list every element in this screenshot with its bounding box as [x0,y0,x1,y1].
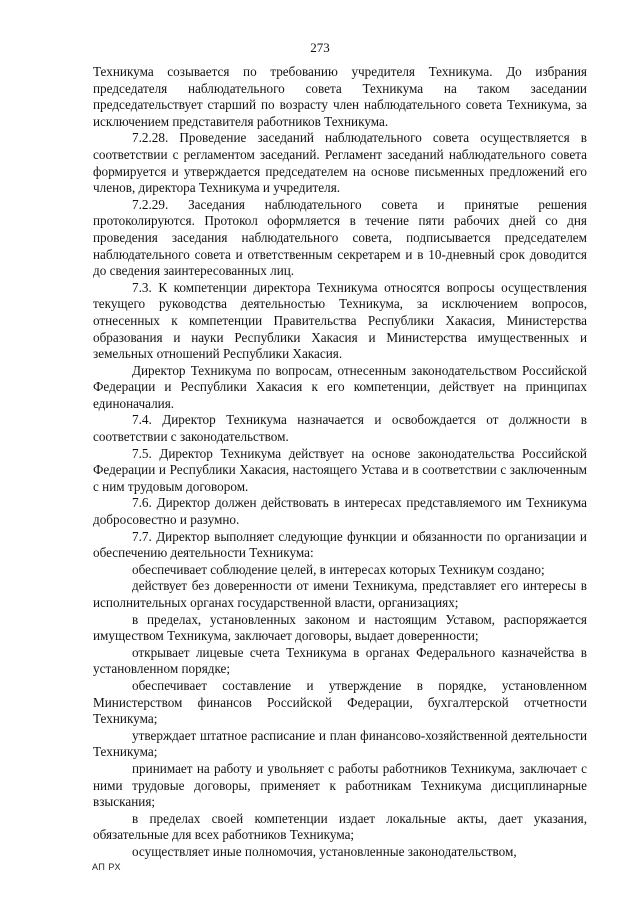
list-item-duty: обеспечивает соблюдение целей, в интересах которых Техникум создано; [132,561,545,577]
page-number: 273 [310,40,330,55]
list-item-duty: в пределах, установленных законом и настоящим Уставом, распоряжается имуществом Техникума, заключает договоры, выдает доверенности; [93,611,587,644]
paragraph-7-6: 7.6. Директор должен действовать в интересах представляемого им Техникума добросовестно и разумно. [93,495,587,528]
list-item-duty: принимает на работу и увольняет с работы работников Техникума, заключает с ними трудовые договоры, применяет к работникам Техникума дисциплинарные взыскания; [93,760,587,810]
list-item-duty: в пределах своей компетенции издает локальные акты, дает указания, обязательные для всех работников Техникума; [93,810,587,843]
paragraph-7-2-29: 7.2.29. Заседания наблюдательного совета и принятые решения протоколируются. Протокол оформляется в течение пяти рабочих дней со дня проведения заседания наблюдательного совета, подписывается председателем наблюдательного совета и ответственным секретарем и в 10-дневный срок доводится до сведения заинтересованных лиц. [93,196,587,279]
list-item-duty: утверждает штатное расписание и план финансово-хозяйственной деятельности Техникума; [93,727,587,760]
paragraph-7-2-28: 7.2.28. Проведение заседаний наблюдательного совета осуществляется в соответствии с регламентом заседаний. Регламент заседаний наблюдательного совета формируется и утверждается председателем на основе письменных предложений его членов, директора Техникума и учредителя. [93,130,587,196]
list-item-duty: открывает лицевые счета Техникума в органах Федерального казначейства в установленном порядке; [93,644,587,677]
paragraph-7-4: 7.4. Директор Техникума назначается и освобождается от должности в соответствии с законодательством. [93,412,587,445]
paragraph-7-3: 7.3. К компетенции директора Техникума относятся вопросы осуществления текущего руководства деятельностью Техникума, за исключением вопросов, отнесенных к компетенции Правительства Республики Хакасия, Министерства образования и науки Республики Хакасия и Министерства имущественных и земельных отношений Республики Хакасия. [93,279,587,362]
paragraph-7-5: 7.5. Директор Техникума действует на основе законодательства Российской Федерации и Республики Хакасия, настоящего Устава и в соответствии с заключенным с ним трудовым договором. [93,445,587,494]
paragraph-7-7: 7.7. Директор выполняет следующие функции и обязанности по организации и обеспечению деятельности Техникума: [93,528,587,561]
list-item-duty: обеспечивает составление и утверждение в порядке, установленном Министерством финансов Российской Федерации, бухгалтерской отчетности Техникума; [93,677,587,727]
paragraph-continuation: Техникума созывается по требованию учредителя Техникума. До избрания председателя наблюдательного совета Техникума на таком заседании председательствует старший по возрасту член наблюдательного совета Техникума, за исключением представителя работников Техникума. [93,64,587,129]
document-body [93,64,587,861]
list-item-duty: действует без доверенности от имени Техникума, представляет его интересы в исполнительных органах государственной власти, организациях; [93,578,587,610]
paragraph-director-authority: Директор Техникума по вопросам, отнесенным законодательством Российской Федерации и Республики Хакасия к его компетенции, действует на принципах единоначалия. [93,362,587,411]
footer-mark: АП РХ [92,862,121,872]
list-item-duty: осуществляет иные полномочия, установленные законодательством, [132,843,517,859]
